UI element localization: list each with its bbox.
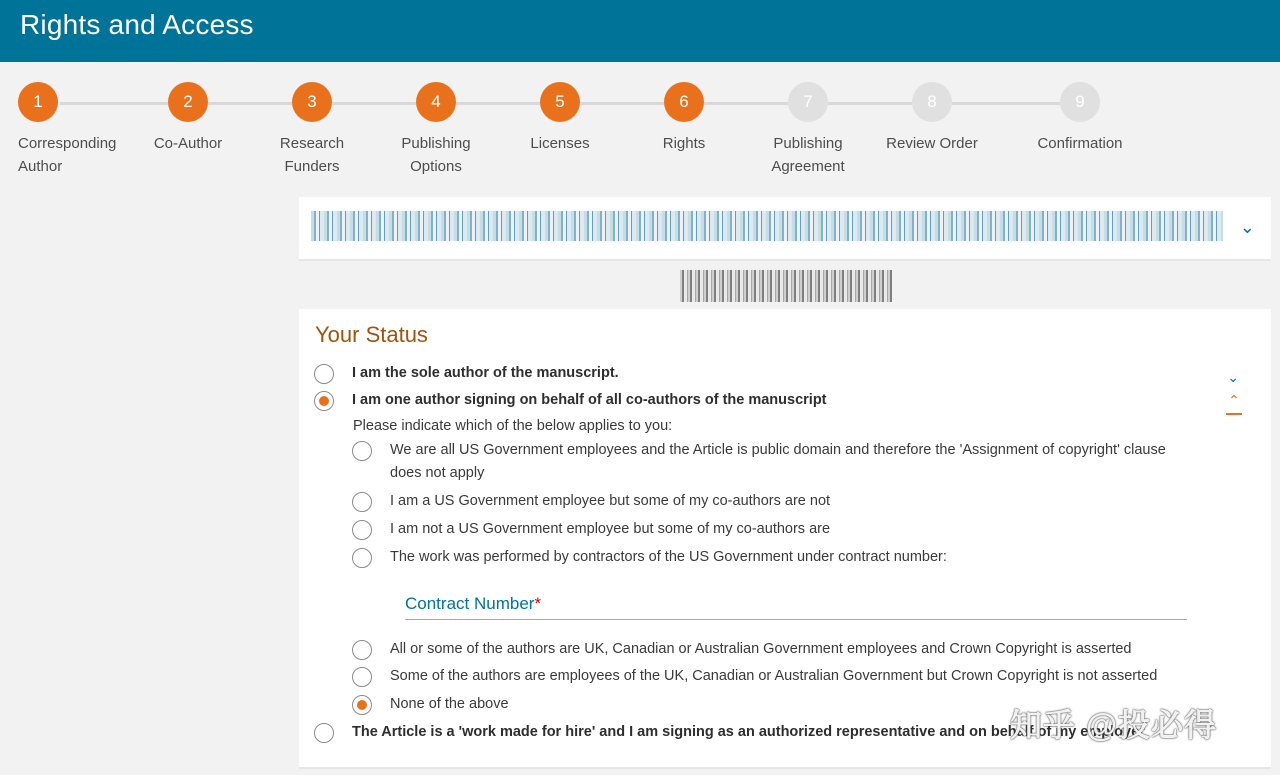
step-label: Publishing Options [401,135,471,175]
option-label: Some of the authors are employees of the UK, Canadian or Australian Government but Crown Copyright is not asserted [390,668,1158,684]
sub-option-contractors[interactable] [352,548,947,569]
redacted-journal-name [680,270,892,302]
step-label: Review Order [886,135,978,152]
radio-button[interactable] [314,723,334,743]
radio-button[interactable] [352,441,372,461]
step-rights[interactable] [619,82,749,155]
option-label: I am not a US Government employee but some of my co-authors are [390,521,831,537]
step-research-funders[interactable] [247,82,377,178]
option-label: We are all US Government employees and the Article is public domain and therefore the 'Assignment of copyright' clause does not apply [390,442,1166,481]
contract-number-label: Contract Number [405,594,535,613]
redacted-article-title [311,211,1223,241]
radio-button[interactable] [352,640,372,660]
radio-button[interactable] [314,364,334,384]
chevron-up-icon[interactable]: ⌃ [1226,394,1242,415]
step-publishing-options[interactable] [371,82,501,178]
step-label: Research Funders [279,135,345,175]
radio-button[interactable] [352,520,372,540]
page-header [0,0,1280,62]
option-label: The Article is a 'work made for hire' and I am signing as an authorized representative and on behalf of my employer [352,724,1145,740]
contract-number-field[interactable] [405,594,1187,620]
article-info-panel[interactable] [299,197,1271,261]
step-number: 8 [912,82,952,122]
step-label: Licenses [530,135,590,152]
sub-options-hint: Please indicate which of the below applies to you: [353,418,673,434]
radio-button[interactable] [352,492,372,512]
sub-option-all-us-gov[interactable] [352,441,1192,485]
radio-button[interactable] [352,667,372,687]
page-title: Rights and Access [20,9,254,40]
step-licenses[interactable] [495,82,625,155]
step-number: 2 [168,82,208,122]
radio-button[interactable] [314,391,334,411]
required-marker: * [534,594,542,613]
option-label: All or some of the authors are UK, Canadian or Australian Government employees and Crown Copyright is asserted [390,641,1132,657]
step-number: 9 [1060,82,1100,122]
sub-option-none[interactable] [352,695,509,716]
section-title: Your Status [315,322,428,347]
step-number: 7 [788,82,828,122]
sub-option-me-us-gov[interactable] [352,492,830,513]
option-label: The work was performed by contractors of the US Government under contract number: [390,549,947,565]
chevron-down-icon[interactable]: ⌄ [1239,217,1255,237]
status-option-on-behalf[interactable] [314,391,827,412]
step-number: 1 [18,82,58,122]
step-number: 6 [664,82,704,122]
option-label: None of the above [390,696,509,712]
sub-option-coauthors-us-gov[interactable] [352,520,830,541]
radio-button[interactable] [352,695,372,715]
active-indicator [1226,413,1242,415]
step-number: 4 [416,82,456,122]
step-label: Publishing Agreement [771,135,845,175]
option-label: I am one author signing on behalf of all co-authors of the manuscript [352,392,827,408]
step-label: Co-Author [153,135,223,152]
sub-option-crown-asserted[interactable] [352,640,1131,661]
step-label: Rights [662,135,706,152]
chevron-down-icon[interactable]: ⌄ [1227,369,1239,385]
radio-button[interactable] [352,548,372,568]
progress-stepper [0,62,1280,192]
option-label: I am a US Government employee but some of my co-authors are not [390,493,831,509]
step-label: Corresponding Author [18,135,117,175]
option-label: I am the sole author of the manuscript. [352,365,619,381]
step-publishing-agreement [743,82,873,178]
step-number: 5 [540,82,580,122]
watermark: 知乎 @投必得 [1010,707,1218,743]
sub-option-crown-not-asserted[interactable] [352,667,1157,688]
step-co-author[interactable] [123,82,253,155]
step-review-order [867,82,997,155]
step-label: Confirmation [1037,135,1123,152]
step-number: 3 [292,82,332,122]
status-option-sole-author[interactable] [314,364,619,385]
step-confirmation [1015,82,1145,155]
